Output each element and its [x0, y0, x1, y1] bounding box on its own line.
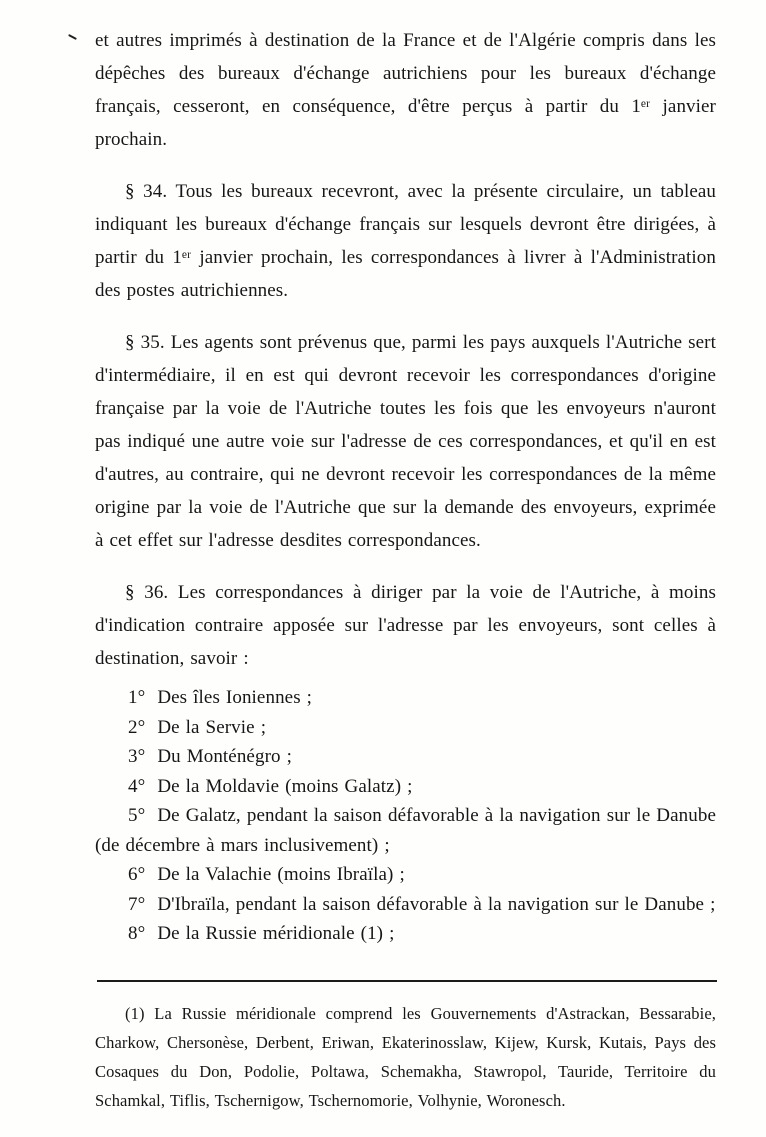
list-item-6	[95, 860, 716, 890]
footnote-separator-line	[97, 980, 717, 982]
paragraph-section-34: § 34. Tous les bureaux recevront, avec la présente circulaire, un tableau indiquant les bureaux d'échange français sur lesquels devront être dirigées, à partir du 1ᵉʳ janvier prochain, les correspondances à livrer à l'Administration des postes autrichiennes.	[95, 181, 716, 301]
list-item-text: De la Moldavie (moins Galatz) ;	[157, 775, 413, 797]
list-item-text: Des îles Ioniennes ;	[157, 687, 313, 708]
paragraph-section-36: § 36. Les correspondances à diriger par la voie de l'Autriche, à moins d'indication contraire apposée sur l'adresse par les envoyeurs, sont celles à destination, savoir :	[95, 582, 716, 669]
list-item-text: De Galatz, pendant la saison défavorable à la navigation sur le Danube (de décembre à mars inclusivement) ;	[95, 805, 716, 856]
list-item-7	[95, 890, 716, 920]
list-item-number: 2°	[128, 716, 146, 738]
list-item-8	[95, 919, 716, 949]
list-item-2	[95, 713, 716, 743]
paragraph-section-35: § 35. Les agents sont prévenus que, parmi les pays auxquels l'Autriche sert d'intermédiaire, il en est qui devront recevoir les correspondances d'origine française par la voie de l'Autriche toutes les fois que les envoyeurs n'auront pas indiqué une autre voie sur l'adresse de ces correspondances, et qu'il en est d'autres, au contraire, qui ne devront recevoir les correspondances de la même origine par la voie de l'Autriche que sur la demande des envoyeurs, exprimée à cet effet sur l'adresse desdites correspondances.	[95, 332, 716, 551]
footnote-text: (1) La Russie méridionale comprend les Gouvernements d'Astrackan, Bessarabie, Charkow, Chersonèse, Derbent, Eriwan, Ekaterinosslaw, Kijew, Kursk, Kutais, Pays des Cosaques du Don, Podolie, Poltawa, Schemakha, Stawropol, Tauride, Territoire du Schamkal, Tiflis, Tschernigow, Tschernomorie, Volhynie, Woronesch.	[95, 1003, 716, 1110]
list-item-5	[95, 801, 716, 860]
list-item-number: 1°	[128, 687, 146, 708]
list-item-text: D'Ibraïla, pendant la saison défavorable à la navigation sur le Danube ;	[157, 893, 716, 915]
list-item-4	[95, 772, 716, 802]
list-item-number: 7°	[128, 893, 146, 915]
list-item-number: 4°	[128, 775, 146, 797]
list-item-text: De la Servie ;	[157, 716, 267, 738]
list-item-1	[95, 683, 716, 713]
paragraph-continuation: et autres imprimés à destination de la France et de l'Algérie compris dans les dépêches des bureaux d'échange autrichiens pour les bureaux d'échange français, cesseront, en conséquence, d'être perçus à partir du 1ᵉʳ janvier prochain.	[95, 30, 716, 150]
list-item-number: 6°	[128, 864, 146, 885]
list-item-text: Du Monténégro ;	[157, 746, 292, 767]
list-item-number: 5°	[128, 805, 146, 826]
destination-list	[95, 683, 716, 949]
list-item-3	[95, 742, 716, 772]
margin-stray-mark	[68, 34, 77, 40]
list-item-number: 3°	[128, 746, 146, 767]
list-item-number: 8°	[128, 923, 146, 944]
list-item-text: De la Valachie (moins Ibraïla) ;	[157, 864, 405, 885]
list-item-text: De la Russie méridionale (1) ;	[157, 923, 395, 944]
